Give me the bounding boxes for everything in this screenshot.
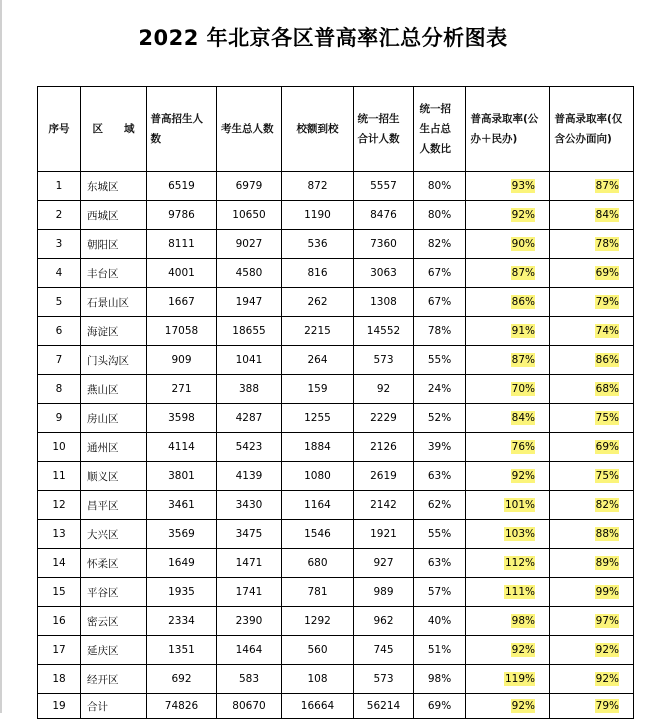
cell-seq: 3 — [38, 230, 81, 259]
cell-rate-all — [466, 462, 550, 491]
cell-district: 大兴区 — [81, 520, 147, 549]
cell-district: 合计 — [81, 694, 147, 719]
highlighted-rate: 92% — [511, 700, 535, 712]
cell-rate-public — [550, 172, 634, 201]
cell-enroll: 692 — [147, 665, 217, 694]
cell-enroll: 1935 — [147, 578, 217, 607]
highlighted-rate: 86% — [595, 354, 619, 366]
cell-unified: 745 — [354, 636, 414, 665]
cell-rate-public — [550, 433, 634, 462]
cell-district: 顺义区 — [81, 462, 147, 491]
cell-candidates: 10650 — [217, 201, 282, 230]
table-header-row — [38, 87, 634, 172]
cell-rate-public — [550, 375, 634, 404]
cell-enroll: 3598 — [147, 404, 217, 433]
cell-district: 东城区 — [81, 172, 147, 201]
cell-ratio: 55% — [414, 520, 466, 549]
cell-ratio: 40% — [414, 607, 466, 636]
cell-quota: 680 — [282, 549, 354, 578]
header-rate-public: 普高录取率(仅含公办面向) — [550, 87, 634, 172]
cell-candidates: 4139 — [217, 462, 282, 491]
cell-candidates: 4287 — [217, 404, 282, 433]
cell-rate-all — [466, 404, 550, 433]
cell-candidates: 1471 — [217, 549, 282, 578]
cell-rate-public — [550, 288, 634, 317]
highlighted-rate: 68% — [595, 383, 619, 395]
cell-seq: 5 — [38, 288, 81, 317]
table-row — [38, 230, 634, 259]
page-title: 2022 年北京各区普高率汇总分析图表 — [138, 26, 508, 50]
table-row — [38, 636, 634, 665]
header-unified: 统一招生合计人数 — [354, 87, 414, 172]
table-row — [38, 607, 634, 636]
cell-enroll: 3569 — [147, 520, 217, 549]
highlighted-rate: 82% — [595, 499, 619, 511]
cell-seq: 1 — [38, 172, 81, 201]
table-row — [38, 520, 634, 549]
cell-unified: 8476 — [354, 201, 414, 230]
cell-district: 西城区 — [81, 201, 147, 230]
cell-enroll: 271 — [147, 375, 217, 404]
cell-quota: 781 — [282, 578, 354, 607]
cell-rate-all — [466, 201, 550, 230]
table-row — [38, 491, 634, 520]
cell-district: 平谷区 — [81, 578, 147, 607]
highlighted-rate: 84% — [595, 209, 619, 221]
cell-rate-public — [550, 549, 634, 578]
cell-rate-all — [466, 694, 550, 719]
highlighted-rate: 89% — [595, 557, 619, 569]
cell-district: 昌平区 — [81, 491, 147, 520]
cell-ratio: 80% — [414, 172, 466, 201]
highlighted-rate: 111% — [504, 586, 535, 598]
cell-rate-public — [550, 259, 634, 288]
cell-ratio: 55% — [414, 346, 466, 375]
cell-rate-public — [550, 230, 634, 259]
highlighted-rate: 79% — [595, 700, 619, 712]
highlighted-rate: 92% — [595, 673, 619, 685]
cell-quota: 1255 — [282, 404, 354, 433]
cell-enroll: 4001 — [147, 259, 217, 288]
cell-seq: 9 — [38, 404, 81, 433]
cell-enroll: 1649 — [147, 549, 217, 578]
cell-rate-public — [550, 404, 634, 433]
cell-ratio: 78% — [414, 317, 466, 346]
header-rate-all: 普高录取率(公办＋民办) — [466, 87, 550, 172]
highlighted-rate: 86% — [511, 296, 535, 308]
cell-quota: 1190 — [282, 201, 354, 230]
cell-unified: 14552 — [354, 317, 414, 346]
cell-seq: 10 — [38, 433, 81, 462]
cell-quota: 264 — [282, 346, 354, 375]
table-row — [38, 346, 634, 375]
cell-district: 密云区 — [81, 607, 147, 636]
cell-ratio: 57% — [414, 578, 466, 607]
cell-quota: 1164 — [282, 491, 354, 520]
cell-enroll: 6519 — [147, 172, 217, 201]
cell-seq: 12 — [38, 491, 81, 520]
highlighted-rate: 92% — [511, 470, 535, 482]
cell-seq: 11 — [38, 462, 81, 491]
cell-quota: 1080 — [282, 462, 354, 491]
cell-unified: 5557 — [354, 172, 414, 201]
highlighted-rate: 70% — [511, 383, 535, 395]
cell-ratio: 67% — [414, 288, 466, 317]
cell-rate-all — [466, 375, 550, 404]
cell-rate-all — [466, 346, 550, 375]
cell-unified: 989 — [354, 578, 414, 607]
cell-enroll: 74826 — [147, 694, 217, 719]
cell-candidates: 6979 — [217, 172, 282, 201]
cell-rate-public — [550, 694, 634, 719]
cell-enroll: 3801 — [147, 462, 217, 491]
cell-district: 石景山区 — [81, 288, 147, 317]
highlighted-rate: 78% — [595, 238, 619, 250]
cell-rate-public — [550, 578, 634, 607]
cell-enroll: 8111 — [147, 230, 217, 259]
highlighted-rate: 90% — [511, 238, 535, 250]
cell-seq: 6 — [38, 317, 81, 346]
cell-enroll: 909 — [147, 346, 217, 375]
cell-enroll: 17058 — [147, 317, 217, 346]
cell-candidates: 583 — [217, 665, 282, 694]
cell-ratio: 63% — [414, 462, 466, 491]
cell-unified: 2126 — [354, 433, 414, 462]
table-body — [38, 172, 634, 719]
cell-unified: 1921 — [354, 520, 414, 549]
cell-district: 朝阳区 — [81, 230, 147, 259]
cell-district: 门头沟区 — [81, 346, 147, 375]
cell-seq: 18 — [38, 665, 81, 694]
cell-unified: 56214 — [354, 694, 414, 719]
header-district: 区 域 — [81, 87, 147, 172]
cell-ratio: 62% — [414, 491, 466, 520]
cell-rate-all — [466, 288, 550, 317]
table-row — [38, 462, 634, 491]
cell-district: 房山区 — [81, 404, 147, 433]
cell-rate-all — [466, 665, 550, 694]
cell-rate-all — [466, 317, 550, 346]
cell-seq: 17 — [38, 636, 81, 665]
cell-district: 经开区 — [81, 665, 147, 694]
cell-candidates: 3475 — [217, 520, 282, 549]
highlighted-rate: 92% — [511, 209, 535, 221]
cell-candidates: 4580 — [217, 259, 282, 288]
cell-candidates: 1947 — [217, 288, 282, 317]
highlighted-rate: 92% — [595, 644, 619, 656]
cell-unified: 962 — [354, 607, 414, 636]
cell-quota: 262 — [282, 288, 354, 317]
cell-seq: 4 — [38, 259, 81, 288]
cell-ratio: 52% — [414, 404, 466, 433]
table-row — [38, 172, 634, 201]
header-enroll: 普高招生人数 — [147, 87, 217, 172]
cell-candidates: 5423 — [217, 433, 282, 462]
cell-rate-all — [466, 578, 550, 607]
cell-seq: 7 — [38, 346, 81, 375]
cell-rate-public — [550, 462, 634, 491]
cell-candidates: 3430 — [217, 491, 282, 520]
cell-rate-public — [550, 201, 634, 230]
highlighted-rate: 119% — [504, 673, 535, 685]
highlighted-rate: 84% — [511, 412, 535, 424]
header-unified-ratio: 统一招生占总人数比 — [414, 87, 466, 172]
header-candidates: 考生总人数 — [217, 87, 282, 172]
cell-district: 通州区 — [81, 433, 147, 462]
cell-district: 怀柔区 — [81, 549, 147, 578]
cell-ratio: 69% — [414, 694, 466, 719]
cell-unified: 927 — [354, 549, 414, 578]
table-row — [38, 578, 634, 607]
cell-ratio: 51% — [414, 636, 466, 665]
cell-ratio: 98% — [414, 665, 466, 694]
highlighted-rate: 87% — [511, 267, 535, 279]
table-row — [38, 201, 634, 230]
cell-quota: 1546 — [282, 520, 354, 549]
cell-candidates: 9027 — [217, 230, 282, 259]
cell-candidates: 2390 — [217, 607, 282, 636]
cell-unified: 2619 — [354, 462, 414, 491]
cell-rate-all — [466, 259, 550, 288]
cell-candidates: 18655 — [217, 317, 282, 346]
cell-candidates: 1041 — [217, 346, 282, 375]
cell-quota: 16664 — [282, 694, 354, 719]
cell-rate-public — [550, 346, 634, 375]
cell-ratio: 63% — [414, 549, 466, 578]
highlighted-rate: 87% — [511, 354, 535, 366]
cell-enroll: 2334 — [147, 607, 217, 636]
cell-unified: 1308 — [354, 288, 414, 317]
table-row — [38, 375, 634, 404]
cell-unified: 7360 — [354, 230, 414, 259]
highlighted-rate: 93% — [511, 180, 535, 192]
cell-unified: 573 — [354, 665, 414, 694]
table-row — [38, 404, 634, 433]
cell-rate-all — [466, 549, 550, 578]
cell-enroll: 4114 — [147, 433, 217, 462]
cell-unified: 2142 — [354, 491, 414, 520]
cell-district: 丰台区 — [81, 259, 147, 288]
highlighted-rate: 69% — [595, 267, 619, 279]
highlighted-rate: 92% — [511, 644, 535, 656]
cell-unified: 3063 — [354, 259, 414, 288]
table-row — [38, 665, 634, 694]
cell-rate-all — [466, 172, 550, 201]
cell-enroll: 1667 — [147, 288, 217, 317]
cell-ratio: 24% — [414, 375, 466, 404]
highlighted-rate: 87% — [595, 180, 619, 192]
table-row — [38, 549, 634, 578]
highlighted-rate: 99% — [595, 586, 619, 598]
cell-rate-public — [550, 520, 634, 549]
table-row — [38, 259, 634, 288]
cell-seq: 13 — [38, 520, 81, 549]
cell-ratio: 82% — [414, 230, 466, 259]
cell-rate-all — [466, 230, 550, 259]
cell-district: 延庆区 — [81, 636, 147, 665]
highlighted-rate: 101% — [504, 499, 535, 511]
highlighted-rate: 98% — [511, 615, 535, 627]
cell-candidates: 388 — [217, 375, 282, 404]
cell-rate-public — [550, 665, 634, 694]
cell-seq: 2 — [38, 201, 81, 230]
highlighted-rate: 103% — [504, 528, 535, 540]
cell-rate-all — [466, 607, 550, 636]
cell-quota: 1884 — [282, 433, 354, 462]
cell-quota: 816 — [282, 259, 354, 288]
page-left-edge — [0, 0, 2, 713]
cell-seq: 15 — [38, 578, 81, 607]
cell-seq: 14 — [38, 549, 81, 578]
table-row — [38, 317, 634, 346]
header-quota: 校额到校 — [282, 87, 354, 172]
cell-rate-all — [466, 433, 550, 462]
cell-candidates: 1741 — [217, 578, 282, 607]
highlighted-rate: 97% — [595, 615, 619, 627]
cell-unified: 92 — [354, 375, 414, 404]
cell-quota: 560 — [282, 636, 354, 665]
cell-rate-public — [550, 607, 634, 636]
cell-enroll: 1351 — [147, 636, 217, 665]
table-row — [38, 433, 634, 462]
cell-enroll: 9786 — [147, 201, 217, 230]
cell-candidates: 80670 — [217, 694, 282, 719]
highlighted-rate: 79% — [595, 296, 619, 308]
highlighted-rate: 75% — [595, 412, 619, 424]
cell-ratio: 39% — [414, 433, 466, 462]
cell-rate-all — [466, 520, 550, 549]
table-row — [38, 288, 634, 317]
cell-rate-public — [550, 491, 634, 520]
highlighted-rate: 88% — [595, 528, 619, 540]
cell-unified: 2229 — [354, 404, 414, 433]
highlighted-rate: 75% — [595, 470, 619, 482]
cell-district: 燕山区 — [81, 375, 147, 404]
highlighted-rate: 91% — [511, 325, 535, 337]
cell-quota: 872 — [282, 172, 354, 201]
cell-quota: 2215 — [282, 317, 354, 346]
cell-rate-public — [550, 317, 634, 346]
cell-enroll: 3461 — [147, 491, 217, 520]
highlighted-rate: 112% — [504, 557, 535, 569]
cell-quota: 536 — [282, 230, 354, 259]
summary-table — [37, 86, 634, 719]
cell-ratio: 80% — [414, 201, 466, 230]
cell-seq: 16 — [38, 607, 81, 636]
cell-quota: 159 — [282, 375, 354, 404]
cell-rate-all — [466, 636, 550, 665]
cell-quota: 108 — [282, 665, 354, 694]
table-row — [38, 694, 634, 719]
highlighted-rate: 74% — [595, 325, 619, 337]
cell-ratio: 67% — [414, 259, 466, 288]
cell-rate-public — [550, 636, 634, 665]
cell-candidates: 1464 — [217, 636, 282, 665]
header-seq: 序号 — [38, 87, 81, 172]
cell-seq: 19 — [38, 694, 81, 719]
cell-district: 海淀区 — [81, 317, 147, 346]
cell-quota: 1292 — [282, 607, 354, 636]
highlighted-rate: 76% — [511, 441, 535, 453]
cell-unified: 573 — [354, 346, 414, 375]
cell-rate-all — [466, 491, 550, 520]
cell-seq: 8 — [38, 375, 81, 404]
highlighted-rate: 69% — [595, 441, 619, 453]
